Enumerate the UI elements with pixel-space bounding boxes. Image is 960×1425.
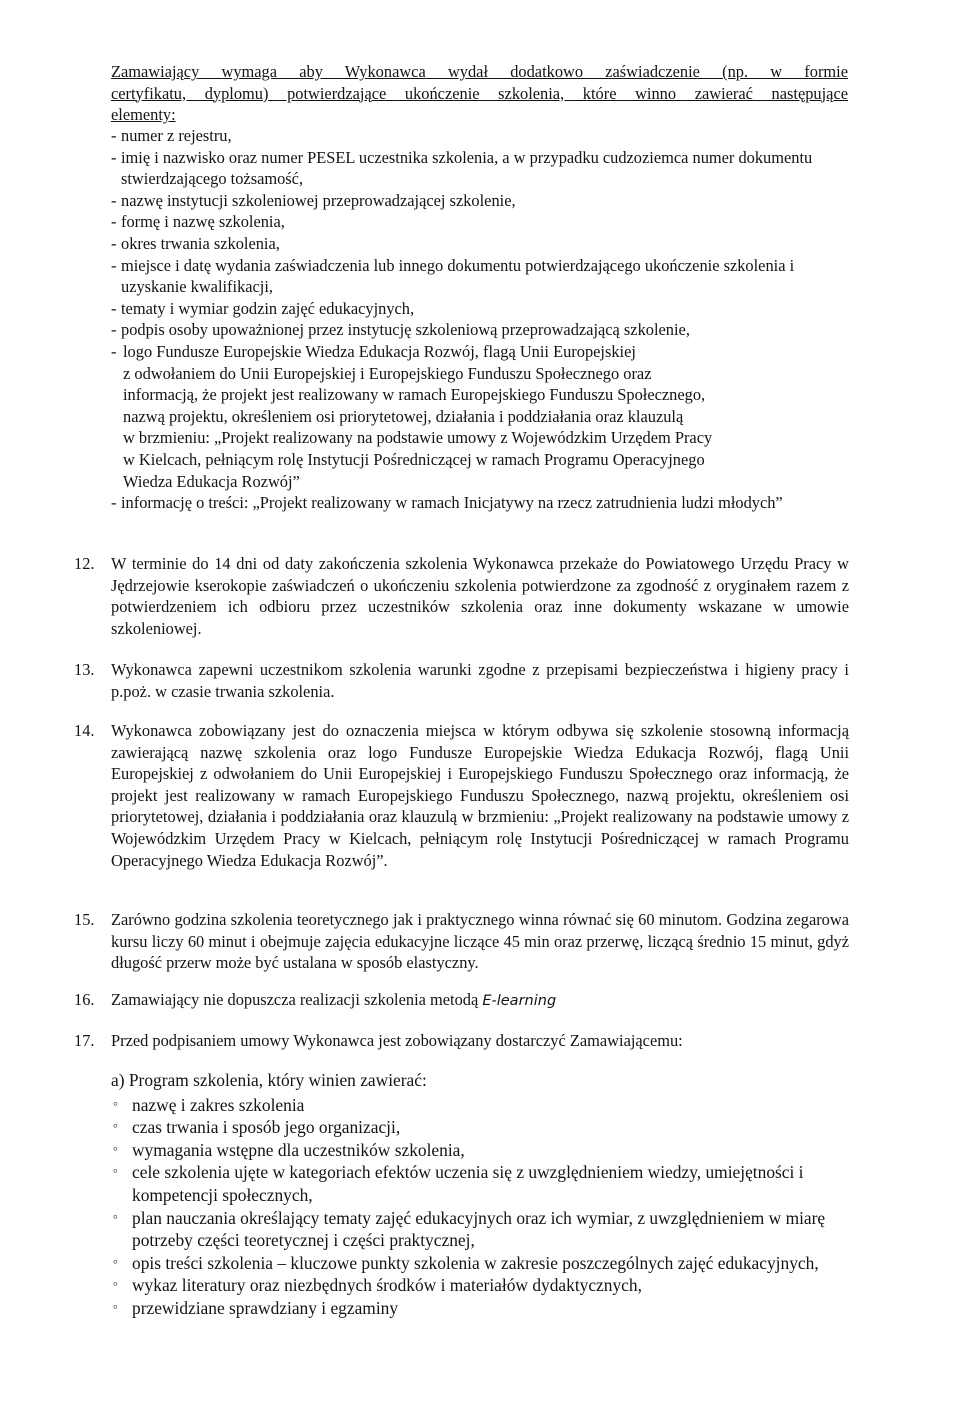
point-number: 16.: [74, 990, 95, 1009]
list-item: ° nazwę i zakres szkolenia: [111, 1094, 871, 1117]
intro-line-3: elementy:: [111, 105, 176, 125]
point-12: [74, 553, 849, 639]
point-16: [74, 989, 849, 1013]
point-number: 15.: [74, 910, 95, 929]
e-learning-term: E-learning: [482, 993, 557, 1009]
logo-line: w Kielcach, pełniącym rolę Instytucji Pośredniczącej w ramach Programu Operacyjnego: [123, 449, 705, 469]
list-item-info: - informację o treści: „Projekt realizowany w ramach Inicjatywy na rzecz zatrudnienia ludzi młodych”: [111, 492, 848, 514]
list-item: ° wykaz literatury oraz niezbędnych środków i materiałów dydaktycznych,: [111, 1274, 871, 1297]
point-13: [74, 659, 849, 702]
program-section: [111, 1069, 871, 1320]
list-item: ° plan nauczania określający tematy zajęć edukacyjnych oraz ich wymiar, z uwzględnieniem w miarę potrzeby części teoretycznej i części praktycznej,: [111, 1207, 871, 1252]
point-text: Przed podpisaniem umowy Wykonawca jest zobowiązany dostarczyć Zamawiającemu:: [111, 1031, 683, 1050]
point-number: 14.: [74, 721, 95, 740]
point-number: 17.: [74, 1031, 95, 1050]
point-text: Wykonawca zobowiązany jest do oznaczenia miejsca w którym odbywa się szkolenie stosowną informacją zawierającą nazwę szkolenia oraz logo Fundusze Europejskie Wiedza Edukacja Rozwój, flagą Unii Europejskiej z odwołaniem do Unii Europejskiej i Europejskiego Funduszu Społecznego oraz informacją, że projekt jest realizowany w ramach Europejskiego Funduszu Społecznego, nazwą projektu, określeniem osi priorytetowej, działania i poddziałania oraz klauzulą w brzmieniu: „Projekt realizowany na podstawie umowy z Wojewódzkim Urzędem Pracy w Kielcach, pełniącym rolę Instytucji Pośredniczącej w ramach Programu Operacyjnego Wiedza Edukacja Rozwój”.: [111, 721, 849, 870]
logo-line: z odwołaniem do Unii Europejskiej i Europejskiego Funduszu Społecznego oraz: [123, 363, 652, 383]
list-item: - podpis osoby upoważnionej przez instytucję szkoleniową przeprowadzającą szkolenie,: [111, 319, 848, 341]
intro-line-1: Zamawiający wymaga aby Wykonawca wydał dodatkowo zaświadczenie (np. w formie: [111, 62, 848, 81]
point-text: Zarówno godzina szkolenia teoretycznego jak i praktycznego winna równać się 60 minutom. Godzina zegarowa kursu liczy 60 minut i obejmuje zajęcia edukacyjne liczące 45 min oraz przerwę, liczącą średnio 15 minut, gdyż długość przerw może być ustalana w sposób elastyczny.: [111, 910, 849, 973]
point-text: [111, 989, 849, 1013]
list-item: - imię i nazwisko oraz numer PESEL uczestnika szkolenia, a w przypadku cudzoziemca numer dokumentu stwierdzającego tożsamość,: [111, 147, 848, 190]
logo-line: Wiedza Edukacja Rozwój”: [123, 471, 300, 491]
program-items-list: [111, 1094, 871, 1320]
point-15: [74, 909, 849, 974]
list-item: - tematy i wymiar godzin zajęć edukacyjnych,: [111, 298, 848, 320]
list-item: ° czas trwania i sposób jego organizacji,: [111, 1116, 871, 1139]
list-item-logo: [111, 341, 848, 492]
program-heading: a) Program szkolenia, który winien zawierać:: [111, 1070, 427, 1090]
point-14: [74, 720, 849, 871]
list-item: ° przewidziane sprawdziany i egzaminy: [111, 1297, 871, 1320]
intro-line-2: certyfikatu, dyplomu) potwierdzające ukończenie szkolenia, które winno zawierać następujące: [111, 83, 848, 103]
list-item: - numer z rejestru,: [111, 125, 848, 147]
point-number: 13.: [74, 660, 95, 679]
point-text-main: Zamawiający nie dopuszcza realizacji szkolenia metodą: [111, 990, 483, 1009]
list-item: - formę i nazwę szkolenia,: [111, 211, 848, 233]
list-item: ° cele szkolenia ujęte w kategoriach efektów uczenia się z uwzględnieniem wiedzy, umiejętności i kompetencji społecznych,: [111, 1161, 871, 1206]
list-item: - okres trwania szkolenia,: [111, 233, 848, 255]
list-item: - miejsce i datę wydania zaświadczenia lub innego dokumentu potwierdzającego ukończenie szkolenia i uzyskanie kwalifikacji,: [111, 255, 848, 298]
logo-line: nazwą projektu, określeniem osi priorytetowej, działania i poddziałania oraz klauzulą: [123, 406, 684, 426]
point-number: 12.: [74, 554, 95, 573]
list-item: ° wymagania wstępne dla uczestników szkolenia,: [111, 1139, 871, 1162]
list-item: ° opis treści szkolenia – kluczowe punkty szkolenia w zakresie poszczególnych zajęć edukacyjnych,: [111, 1252, 871, 1275]
point-17: [74, 1030, 849, 1052]
point-text: W terminie do 14 dni od daty zakończenia szkolenia Wykonawca przekaże do Powiatowego Urzędu Pracy w Jędrzejowie kserokopie zaświadczeń o ukończeniu szkolenia potwierdzone za zgodność z oryginałem razem z potwierdzeniem ich odbioru przez uczestników szkolenia oraz inne dokumenty wskazane w umowie szkoleniowej.: [111, 554, 849, 638]
certificate-elements-list: [111, 125, 848, 514]
intro-paragraph: [111, 61, 848, 126]
logo-line: w brzmieniu: „Projekt realizowany na podstawie umowy z Wojewódzkim Urzędem Pracy: [123, 428, 713, 448]
list-item: - nazwę instytucji szkoleniowej przeprowadzającej szkolenie,: [111, 190, 848, 212]
logo-line: informacją, że projekt jest realizowany w ramach Europejskiego Funduszu Społecznego,: [123, 385, 706, 405]
point-text: Wykonawca zapewni uczestnikom szkolenia warunki zgodne z przepisami bezpieczeństwa i higieny pracy i p.poż. w czasie trwania szkolenia.: [111, 660, 849, 701]
logo-line: - logo Fundusze Europejskie Wiedza Edukacja Rozwój, flagą Unii Europejskiej: [123, 341, 636, 361]
